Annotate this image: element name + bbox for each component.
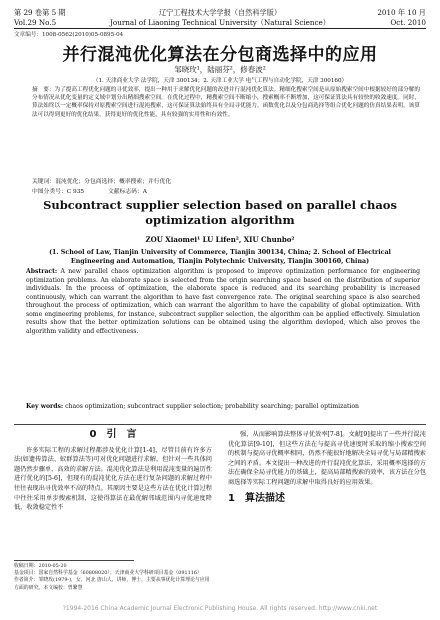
section-heading-introduction: 0 引 言 xyxy=(89,429,137,440)
title-chinese: 并行混沌优化算法在分包商选择中的应用 xyxy=(62,45,378,65)
affiliation-english: (1. School of Law, Tianjin University of Commerce, Tianjin 300134, China; 2. School of Electrical Engineering and Automation, Tianjin Polytechnic University, Tianjin 300160, China) xyxy=(49,249,391,265)
left-column xyxy=(14,430,212,513)
journal-name-en: Journal of Liaoning Technical University（Natural Science） xyxy=(110,18,330,27)
date-cn: 2010 年 10 月 xyxy=(377,8,426,17)
authors-chinese: 邹晓玫¹，陆丽芬²，修春波² xyxy=(174,65,266,74)
affiliation-chinese: （1. 天津商业大学 法学院，天津 300134；2. 天津工业大学 电气工程与自动化学院，天津 300160） xyxy=(92,78,348,84)
received-date: 收稿日期：2010-05-20 xyxy=(14,563,67,569)
date-en: Oct. 2010 xyxy=(390,18,426,27)
abstract-english-text: A new parallel chaos optimization algorithm is proposed to improve optimization performance for engineering optimization problems. An elaborate space is selected from the origin searching space based on the distribution of superior individuals. In the process of optimization, the elaborate space is reduced and its searching probability is increased continuously, which can warrant the algorithm to have fast convergence rate. The original searching space is also searched throughout the process of optimization, which can warrant the algorithm to have the capability of global optimization. With some engineering problems, for instance, subcontract supplier selection, the algorithm can be applied effectively. Simulation results show that the better optimization solutions can be obtained using the algorithm devloped, which also proves the algorithm validity and effectiveness. xyxy=(26,268,420,335)
keywords-english-text: chaos optimization; subcontract supplier selection; probability searching; parallel optimization xyxy=(65,403,359,410)
authors-english: ZOU Xiaomei¹ LU Lifen², XIU Chunbo² xyxy=(145,235,295,244)
fund-info: 基金项目：国家自然科学基金（60808020）；天津商业大学科研项目基金（091116） xyxy=(14,570,202,577)
footnote xyxy=(14,560,212,592)
volume-issue-cn: 第 29 卷第 5 期 xyxy=(14,8,66,17)
section-heading-algorithm: 1 算法描述 xyxy=(228,492,285,504)
body-paragraph-left: 许多实际工程的求解过程都涉及优化计算[1-4]，尽管目前有许多方法(如遗传算法、蚁群算法等)可对优化问题进行求解，但针对一些具体问题仍然步骤单、高效的求解方法。混沌优化算法是利用混沌变量的遍历性进行优化的[5-6]，但现有的混沌优化方法在进行复杂问题的求解过程中往往表现出寻优效率不高的特点。其原因主要是这些方法在优化计算过程中往往采用单步搜索机制，这使得算法在最优解邻域范围内寻优速度降低，收敛稳定性不 xyxy=(14,446,212,512)
header-rule xyxy=(14,28,426,29)
clc-number: 中图分类号：C 935 xyxy=(32,189,85,195)
copyright-watermark: ?1994-2016 China Academic Journal Electronic Publishing House. All rights reserved. http://www.cnki.net xyxy=(62,605,378,612)
abstract-rule xyxy=(14,424,426,425)
classification-chinese xyxy=(32,186,420,195)
volume-issue-en: Vol.29 No.5 xyxy=(14,18,57,27)
journal-name-cn: 辽宁工程技术大学学报（自然科学版） xyxy=(158,8,282,17)
document-code: 文献标志码：A xyxy=(107,189,147,195)
keywords-label: Key words: xyxy=(26,403,64,410)
author-bio: 作者简介：邹晓玫(1979-)，女，河北 唐山人，讲师，博士，主要从事优化计算理论与应用方面的研究。本文编校：曾繁慧 xyxy=(14,577,210,591)
body-paragraph-right: 强，从而影响算法整体寻优效率[7-8]。文献[9]提出了一些并行混沌优化算法[9-10]，但这些方法在与提高寻优速度时采取的缩小搜索空间的机制与提高寻优概率相同，仍然不能很好地解决全局寻优与局部精搜索之间的矛盾。本文提出一种改进的并行混沌优化算法，采用概率选择的方法在确保全局寻优能力的基础上，提高局部精搜索的效率，该方法在分包商选择等实际工程问题的求解中取得良好的应用效果。 xyxy=(228,431,426,486)
keywords-english xyxy=(26,403,420,412)
article-number: 文章编号：1008-0562(2010)05-0895-04 xyxy=(14,32,124,38)
abstract-chinese: 摘 要：为了提高工程优化问题的寻优效率，提出一种用于求解优化问题的改进并行混沌优化算法。精细化搜索空间是从原始搜索空间中根据较好的部分解的分布情况从优化变量的定义域中划分出精细搜索空间。在优化过程中，精搜索空间不断缩小，搜索概率不断增加，这可保证算法具有较快的收敛速度。同时，算法始终以一定概率保持对原搜索空间进行混沌搜索，这可保证算法始终具有全局寻优能力。函数优化以及分包商选择等组合优化问题的仿真结果表明，该算法可以得到更好的优化结果，获得更好的优化性能，具有较强的实用性和有效性。 xyxy=(32,87,420,118)
keywords-chinese: 关键词：混沌优化；分包商选择；概率搜索；并行优化 xyxy=(32,179,172,185)
abstract-label: Abstract: xyxy=(26,268,58,275)
title-english: Subcontract supplier selection based on parallel chaos optimization algorithm xyxy=(43,198,397,227)
footnote-rule xyxy=(14,560,134,561)
right-column xyxy=(228,430,426,509)
abstract-english xyxy=(26,268,420,336)
